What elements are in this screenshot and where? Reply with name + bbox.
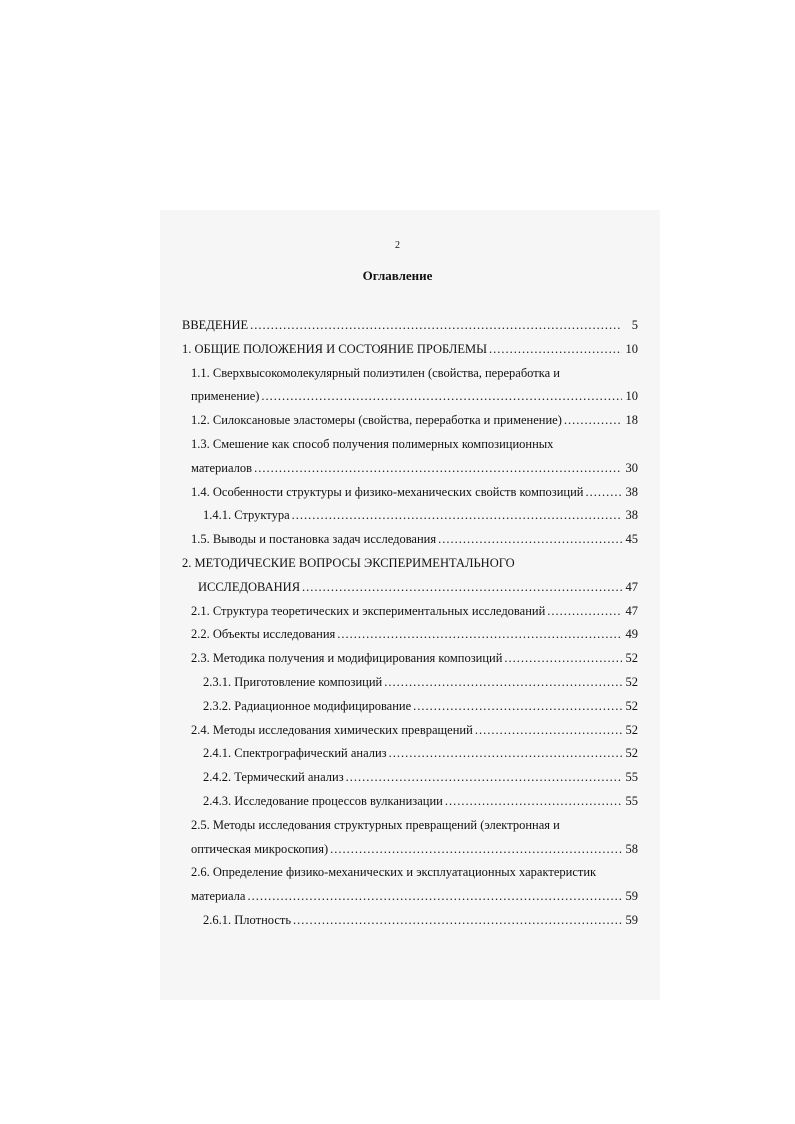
toc-entry[interactable] (182, 528, 638, 552)
toc-entry[interactable] (182, 457, 638, 481)
toc-entry-page: 30 (625, 460, 638, 475)
toc-entry[interactable] (182, 481, 638, 505)
toc-entry-text: 2.6.1. Плотность (203, 912, 292, 927)
toc-entry[interactable] (182, 647, 638, 671)
toc-entry-text: 2. МЕТОДИЧЕСКИЕ ВОПРОСЫ ЭКСПЕРИМЕНТАЛЬНОГО (182, 555, 515, 570)
toc-entry-page: 59 (625, 912, 638, 927)
toc-entry-page: 45 (625, 532, 638, 547)
toc-leader (250, 314, 622, 338)
toc-leader (254, 457, 622, 481)
toc-entry-page: 52 (625, 651, 638, 666)
toc-entry-text: 2.3.1. Приготовление композиций (203, 674, 383, 689)
toc-entry-page: 5 (631, 318, 638, 332)
toc-entry[interactable] (182, 576, 638, 600)
toc-leader (445, 790, 622, 814)
toc-leader (489, 338, 622, 362)
toc-entry-text: 2.2. Объекты исследования (191, 627, 336, 642)
toc-entry-page: 10 (625, 389, 638, 404)
toc-leader (475, 719, 622, 743)
toc-leader (293, 909, 622, 933)
toc-leader (384, 671, 622, 695)
toc-entry[interactable] (182, 742, 638, 766)
toc-entry-text: 1.2. Силоксановые эластомеры (свойства, переработка и применение) (191, 413, 562, 428)
toc-entry-text: 1. ОБЩИЕ ПОЛОЖЕНИЯ И СОСТОЯНИЕ ПРОБЛЕМЫ (182, 341, 487, 356)
toc-entry-text: 2.4. Методы исследования химических превращений (191, 722, 473, 737)
toc-leader (413, 695, 622, 719)
toc-leader (346, 766, 622, 790)
toc-entry-text: 1.4.1. Структура (203, 508, 290, 523)
toc-leader (547, 600, 622, 624)
toc-entry[interactable] (182, 600, 638, 624)
toc-leader (292, 504, 622, 528)
toc-entry-page: 18 (625, 413, 638, 428)
toc-entry[interactable] (182, 861, 638, 885)
toc-entry[interactable] (182, 790, 638, 814)
toc-entry-text: материалов (191, 460, 253, 475)
toc-entry-page: 59 (625, 889, 638, 904)
toc-title: Оглавление (362, 268, 433, 283)
toc-entry-page: 52 (625, 698, 638, 713)
toc-entry-text: 1.4. Особенности структуры и физико-механических свойств композиций (191, 484, 584, 499)
toc-entry[interactable] (182, 814, 638, 838)
toc-entry-page: 49 (625, 627, 638, 642)
toc-entry[interactable] (182, 552, 638, 576)
toc-entry[interactable] (182, 885, 638, 909)
toc-entry-text: применение) (191, 389, 260, 404)
toc-entry-text: 2.3.2. Радиационное модифицирование (203, 698, 412, 713)
toc-entry-text: ИССЛЕДОВАНИЯ (198, 579, 301, 594)
toc-leader (261, 385, 622, 409)
toc-entry-text: 2.5. Методы исследования структурных превращений (электронная и (191, 817, 560, 832)
toc-entry[interactable] (182, 695, 638, 719)
toc-leader (302, 576, 622, 600)
toc-entry-page: 38 (625, 484, 638, 499)
toc-entry-text: 2.3. Методика получения и модифицирования композиций (191, 651, 503, 666)
toc-entry-page: 47 (625, 579, 638, 594)
toc-leader (330, 838, 622, 862)
toc-entry[interactable] (182, 909, 638, 933)
toc-entry-page: 52 (625, 674, 638, 689)
toc-leader (586, 481, 623, 505)
table-of-contents (182, 314, 638, 933)
toc-entry-text: 2.6. Определение физико-механических и эксплуатационных характеристик (191, 865, 597, 880)
toc-entry-text: ВВЕДЕНИЕ (182, 318, 249, 332)
toc-entry[interactable] (182, 671, 638, 695)
toc-entry[interactable] (182, 433, 638, 457)
toc-entry[interactable] (182, 409, 638, 433)
toc-entry[interactable] (182, 838, 638, 862)
toc-entry[interactable] (182, 314, 638, 338)
toc-leader (337, 623, 622, 647)
toc-entry[interactable] (182, 719, 638, 743)
toc-entry-text: 1.5. Выводы и постановка задач исследования (191, 532, 437, 547)
toc-entry-text: оптическая микроскопия) (191, 841, 329, 856)
toc-entry[interactable] (182, 504, 638, 528)
toc-leader (247, 885, 622, 909)
toc-entry[interactable] (182, 362, 638, 386)
toc-entry-text: 2.4.3. Исследование процессов вулканизации (203, 793, 443, 808)
toc-entry-text: 1.1. Сверхвысокомолекулярный полиэтилен (свойства, переработка и (191, 365, 560, 380)
toc-entry-page: 55 (625, 793, 638, 808)
toc-entry-page: 55 (625, 770, 638, 785)
toc-entry-page: 38 (625, 508, 638, 523)
toc-entry[interactable] (182, 623, 638, 647)
toc-entry-text: материала (191, 889, 246, 904)
toc-entry-text: 2.1. Структура теоретических и экспериментальных исследований (191, 603, 546, 618)
toc-entry[interactable] (182, 338, 638, 362)
toc-leader (438, 528, 622, 552)
toc-entry[interactable] (182, 766, 638, 790)
toc-leader (389, 742, 622, 766)
toc-leader (564, 409, 622, 433)
toc-entry-text: 2.4.1. Спектрографический анализ (203, 746, 387, 761)
page-number: 2 (395, 240, 400, 251)
toc-entry-page: 10 (625, 341, 638, 356)
toc-leader (504, 647, 622, 671)
toc-entry-page: 58 (625, 841, 638, 856)
toc-entry-page: 52 (625, 722, 638, 737)
toc-entry-text: 2.4.2. Термический анализ (203, 770, 344, 785)
toc-entry-page: 52 (625, 746, 638, 761)
toc-entry-text: 1.3. Смешение как способ получения полимерных композиционных (191, 436, 554, 451)
toc-entry-page: 47 (625, 603, 638, 618)
toc-entry[interactable] (182, 385, 638, 409)
